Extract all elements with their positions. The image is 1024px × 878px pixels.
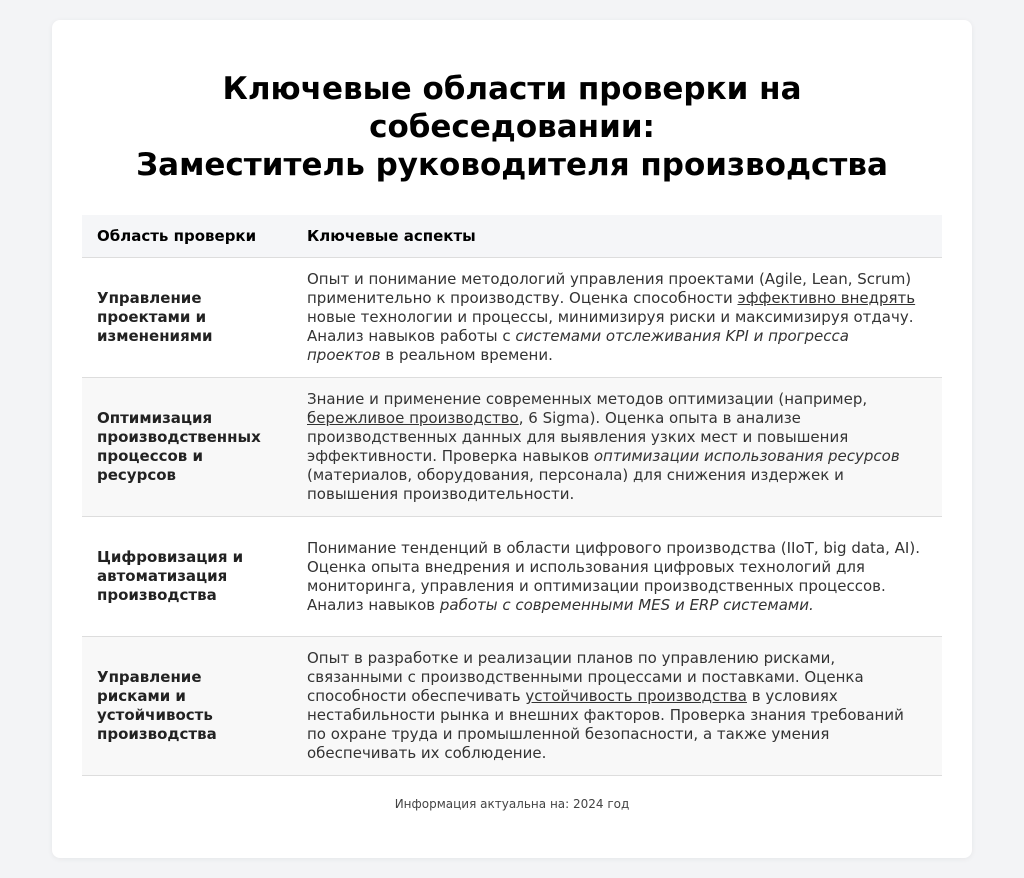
table-row	[82, 517, 942, 637]
underlined-phrase: эффективно внедрять	[737, 289, 916, 307]
column-header-area: Область проверки	[82, 215, 287, 258]
table-header-row	[82, 215, 942, 258]
table-row	[82, 378, 942, 517]
column-header-aspects: Ключевые аспекты	[287, 215, 942, 258]
area-line: процессов и	[97, 447, 204, 465]
table-row	[82, 258, 942, 378]
text-segment: в условиях нестабильности рынка и внешних факторов. Проверка знания требований по охране труда и промышленной безопасности, а также умения обеспечивать их соблюдение.	[307, 687, 904, 762]
area-cell	[82, 258, 287, 378]
content-card	[52, 20, 972, 858]
area-cell	[82, 517, 287, 637]
text-segment: , 6 Sigma). Оценка опыта в анализе производственных данных для выявления узких мест и повышения эффективности. Проверка навыков	[307, 409, 849, 465]
page-title	[52, 20, 972, 184]
area-line: производства	[97, 586, 217, 604]
area-line: Управление	[97, 289, 202, 307]
table-row	[82, 637, 942, 776]
area-line: проектами и	[97, 308, 207, 326]
area-line: устойчивость	[97, 706, 213, 724]
title-line-1: Ключевые области проверки на	[222, 71, 802, 107]
text-segment: Опыт в разработке и реализации планов по управлению рисками, связанными с производственными процессами и поставками. Оценка способности обеспечивать	[307, 649, 864, 705]
underlined-phrase: устойчивость производства	[525, 687, 747, 705]
footer-note: Информация актуальна на: 2024 год	[394, 797, 630, 811]
area-line: производства	[97, 725, 217, 743]
area-line: Цифровизация и	[97, 548, 244, 566]
text-segment: Понимание тенденций в области цифрового производства (IIoT, big data, AI). Оценка опыта внедрения и использования цифровых технологий для мониторинга, управления и оптимизации производственных процессов. Анализ навыков	[307, 538, 920, 614]
text-segment: Опыт и понимание методологий управления проектами (Agile, Lean, Scrum) применительно к производству. Оценка способности	[307, 270, 912, 307]
underlined-phrase: бережливое производство	[307, 409, 519, 427]
text-segment: Знание и применение современных методов оптимизации (например,	[307, 390, 868, 408]
area-line: ресурсов	[97, 466, 177, 484]
text-segment: в реальном времени.	[380, 346, 553, 364]
aspects-cell	[287, 258, 942, 378]
area-cell	[82, 378, 287, 517]
italic-phrase: системами отслеживания KPI и прогресса проектов	[307, 327, 849, 364]
interview-areas-table	[82, 215, 942, 776]
title-line-3: Заместитель руководителя производства	[136, 147, 888, 183]
area-line: Управление	[97, 668, 202, 686]
area-line: Оптимизация	[97, 409, 213, 427]
aspects-cell	[287, 517, 942, 637]
italic-phrase: оптимизации использования ресурсов	[593, 447, 900, 465]
text-segment: (материалов, оборудования, персонала) для снижения издержек и повышения производительности.	[307, 466, 844, 503]
area-line: рисками и	[97, 687, 186, 705]
title-line-2: собеседовании:	[369, 109, 655, 145]
aspects-cell	[287, 378, 942, 517]
area-cell	[82, 637, 287, 776]
aspects-cell	[287, 637, 942, 776]
italic-phrase: работы с современными MES и ERP системами.	[439, 595, 814, 614]
area-line: изменениями	[97, 327, 213, 345]
area-line: производственных	[97, 428, 261, 446]
area-line: автоматизация	[97, 567, 228, 585]
text-segment: новые технологии и процессы, минимизируя риски и максимизируя отдачу. Анализ навыков работы с	[307, 308, 914, 345]
